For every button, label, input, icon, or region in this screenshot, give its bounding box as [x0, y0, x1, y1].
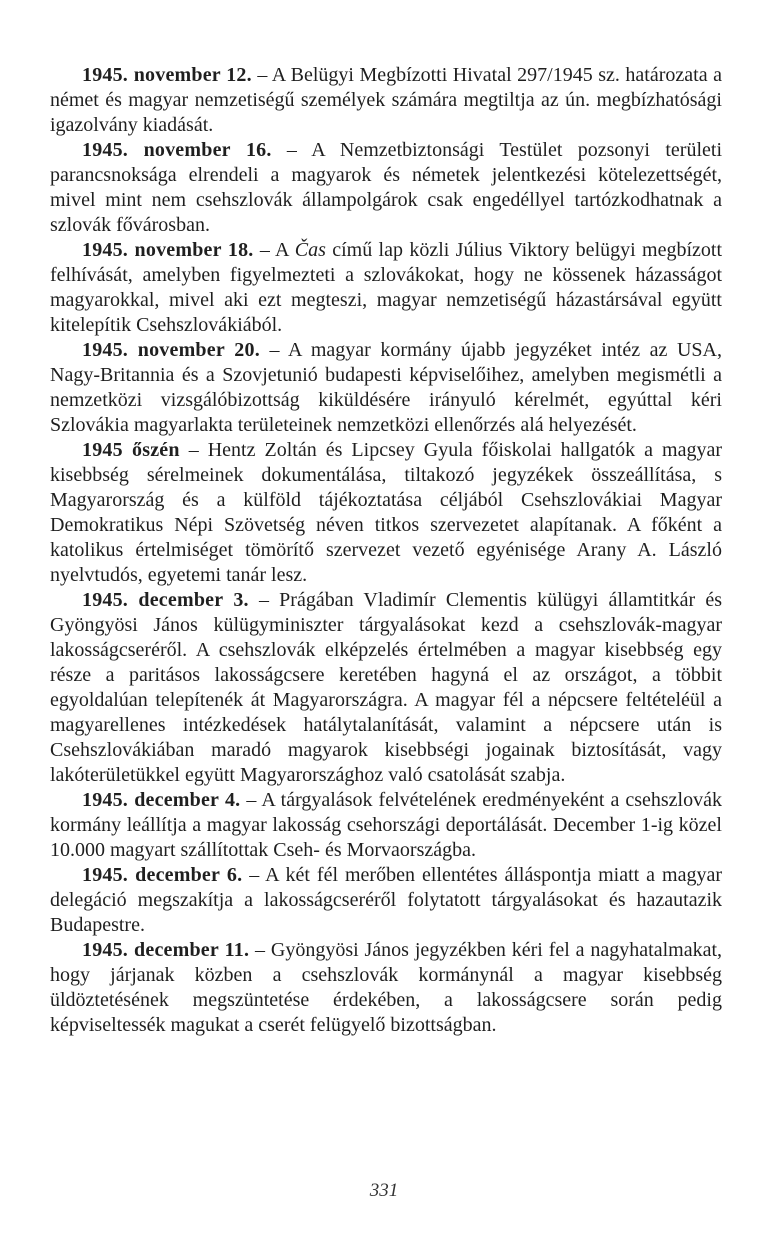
chronology-entry: [50, 788, 722, 863]
entry-date: 1945. november 16.: [82, 139, 272, 161]
page-body: [50, 63, 722, 1038]
entry-text: – A Nemzetbiztonsági Testület pozsonyi területi parancsnoksága elrendeli a magyarok és németek jelentkezési kötelezettségét, mivel mint nem csehszlovák állampolgárok csak engedéllyel tartózkodhatnak a szlovák fővárosban.: [50, 139, 722, 236]
entry-date: 1945. december 6.: [82, 864, 243, 886]
entry-text: – A: [253, 239, 295, 261]
entry-text: című lap közli Július Viktory belügyi megbízott felhívását, amelyben figyelmezteti a szlovákokat, hogy ne kössenek házasságot magyarokkal, mivel aki ezt megteszi, magyar nemzetiségű házastársával együtt kitelepítik Csehszlovákiából.: [50, 239, 722, 336]
entry-text: – A Belügyi Megbízotti Hivatal 297/1945 sz. határozata a német és magyar nemzetiségű személyek számára megtiltja az ún. megbízhatósági igazolvány kiadását.: [50, 64, 722, 136]
entry-date: 1945. november 20.: [82, 339, 260, 361]
entry-date: 1945. november 18.: [82, 239, 254, 261]
entry-text: – Hentz Zoltán és Lipcsey Gyula főiskolai hallgatók a magyar kisebbség sérelmeinek dokumentálása, tiltakozó jegyzékek összeállítása, s Magyarország és a külföld tájékoztatása céljából Csehszlovákiai Magyar Demokratikus Népi Szövetség néven titkos szervezetet alapítanak. A főként a katolikus értelmiséget tömörítő szervezet vezető egyénisége Arany A. László nyelvtudós, egyetemi tanár lesz.: [50, 439, 722, 586]
entry-date: 1945. december 3.: [82, 589, 249, 611]
chronology-entry: [50, 438, 722, 588]
entry-text: – A magyar kormány újabb jegyzéket intéz az USA, Nagy-Britannia és a Szovjetunió budapesti képviselőihez, amelyben megismétli a nemzetközi vizsgálóbizottság kiküldésére irányuló kérelmét, egyúttal kéri Szlovákia magyarlakta területeinek nemzetközi ellenőrzés alá helyezését.: [50, 339, 722, 436]
entry-text: – Prágában Vladimír Clementis külügyi államtitkár és Gyöngyösi János külügyminiszter tárgyalásokat kezd a csehszlovák-magyar lakosságcseréről. A csehszlovák elképzelés értelmében a magyar kisebbség egy része a paritásos lakosságcsere keretében hagyná el az országot, a többit egyoldalúan telepítenék át Magyarországra. A magyar fél a népcsere feltételéül a magyarellenes intézkedések hatálytalanítását, valamint a népcsere után is Csehszlovákiában maradó magyarok kisebbségi jogainak biztosítását, vagy lakóterületükkel együtt Magyarországhoz való csatolását szabja.: [50, 589, 722, 786]
newspaper-title: Čas: [294, 239, 326, 261]
entry-date: 1945. december 11.: [82, 939, 250, 961]
entry-date: 1945. december 4.: [82, 789, 241, 811]
chronology-entry: [50, 238, 722, 338]
entry-date: 1945. november 12.: [82, 64, 252, 86]
chronology-entry: [50, 863, 722, 938]
chronology-entry: [50, 338, 722, 438]
entry-text: – A két fél merőben ellentétes álláspontja miatt a magyar delegáció megszakítja a lakosságcseréről folytatott tárgyalásokat és hazautazik Budapestre.: [50, 864, 722, 936]
chronology-entry: [50, 63, 722, 138]
chronology-entry: [50, 588, 722, 788]
entry-text: – Gyöngyösi János jegyzékben kéri fel a nagyhatalmakat, hogy járjanak közben a csehszlovák kormánynál a magyar kisebbség üldöztetésének megszüntetése érdekében, a lakosságcsere során pedig képviseltessék magukat a cserét felügyelő bizottságban.: [50, 939, 722, 1036]
entry-text: – A tárgyalások felvételének eredményeként a csehszlovák kormány leállítja a magyar lakosság csehországi deportálását. December 1-ig közel 10.000 magyart szállítottak Cseh- és Morvaországba.: [50, 789, 722, 861]
page-number: 331: [369, 1180, 399, 1201]
entry-date: 1945 őszén: [82, 439, 180, 461]
chronology-entry: [50, 938, 722, 1038]
chronology-entry: [50, 138, 722, 238]
